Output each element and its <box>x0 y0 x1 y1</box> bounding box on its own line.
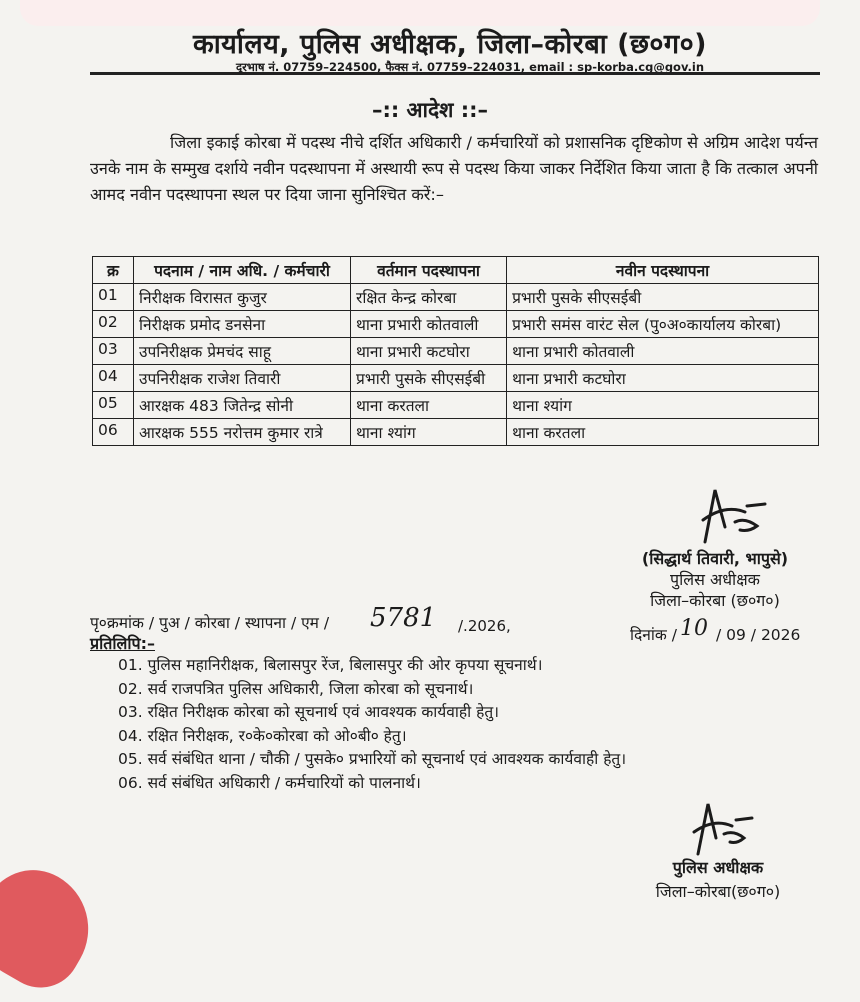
office-contact: दूरभाष नं. 07759–224500, फैक्स नं. 07759–224031, email : sp-korba.cg@gov.in <box>235 60 705 74</box>
signature-scribble-bottom <box>680 798 760 860</box>
signature-scribble <box>685 482 775 552</box>
order-heading: –:: आदेश ::– <box>371 98 489 122</box>
table-row <box>93 392 819 419</box>
list-item: 01. पुलिस महानिरीक्षक, बिलासपुर रेंज, बिलासपुर की ओर कृपया सूचनार्थ। <box>118 656 543 674</box>
col-name: पदनाम / नाम अधि. / कर्मचारी <box>134 257 351 284</box>
table-row <box>93 419 819 446</box>
signatory-designation: पुलिस अधीक्षक <box>670 570 760 589</box>
copy-list <box>118 654 626 796</box>
fingertip-blob <box>0 852 110 1002</box>
signatory-district: जिला–कोरबा (छ०ग०) <box>650 591 780 610</box>
order-intro: जिला इकाई कोरबा में पदस्थ नीचे दर्शित अधिकारी / कर्मचारियों को प्रशासनिक दृष्टिकोण से अग्रिम आदेश पर्यन्त उनके नाम के सम्मुख दर्शाये नवीन पदस्थापना में अस्थायी रूप से पदस्थ किया जाकर निर्देशित किया जाता है कि तत्काल अपनी आमद नवीन पदस्थापना स्थल पर दिया जाना सुनिश्चित करें:– <box>90 133 818 204</box>
cell-serial: 02 <box>93 311 134 338</box>
col-new-posting: नवीन पदस्थापना <box>507 257 819 284</box>
cell-current: रक्षित केन्द्र कोरबा <box>351 284 507 311</box>
cell-new: थाना प्रभारी कटघोरा <box>507 365 819 392</box>
cell-name: उपनिरीक्षक प्रेमचंद साहू <box>134 338 351 365</box>
cell-current: थाना प्रभारी कटघोरा <box>351 338 507 365</box>
date-label: दिनांक / <box>630 626 677 644</box>
cell-serial: 01 <box>93 284 134 311</box>
bottom-designation: पुलिस अधीक्षक <box>672 858 764 877</box>
office-title: कार्यालय, पुलिस अधीक्षक, जिला–कोरबा (छ०ग०) <box>192 29 708 60</box>
list-item: 06. सर्व संबंधित अधिकारी / कर्मचारियों को पालनार्थ। <box>118 773 421 792</box>
cell-name: आरक्षक 555 नरोत्तम कुमार रात्रे <box>134 419 351 446</box>
cell-name: आरक्षक 483 जितेन्द्र सोनी <box>134 392 351 419</box>
list-item: 02. सर्व राजपत्रित पुलिस अधिकारी, जिला कोरबा को सूचनार्थ। <box>118 679 474 698</box>
cell-serial: 04 <box>93 365 134 392</box>
col-current-posting: वर्तमान पदस्थापना <box>351 257 507 284</box>
signature-block <box>600 548 830 611</box>
col-serial: क्र <box>93 257 134 284</box>
table-row <box>93 311 819 338</box>
cell-current: प्रभारी पुसके सीएसईबी <box>351 365 507 392</box>
cell-new: थाना करतला <box>507 419 819 446</box>
cell-current: थाना श्यांग <box>351 419 507 446</box>
table-row <box>93 365 819 392</box>
cell-serial: 06 <box>93 419 134 446</box>
cell-name: निरीक्षक प्रमोद डनसेना <box>134 311 351 338</box>
cell-serial: 05 <box>93 392 134 419</box>
table-header-row <box>93 257 819 284</box>
reference-prefix: पृ०क्रमांक / पुअ / कोरबा / स्थापना / एम / <box>90 614 330 632</box>
bottom-signature-block <box>618 856 818 904</box>
cell-name: निरीक्षक विरासत कुजुर <box>134 284 351 311</box>
cell-current: थाना करतला <box>351 392 507 419</box>
date-rest: / 09 / 2026 <box>716 626 801 644</box>
header-divider <box>90 72 820 75</box>
cell-current: थाना प्रभारी कोतवाली <box>351 311 507 338</box>
cell-new: प्रभारी पुसके सीएसईबी <box>507 284 819 311</box>
list-item: 04. रक्षित निरीक्षक, र०के०कोरबा को ओ०बी० हेतु। <box>118 726 407 745</box>
signatory-name: (सिद्धार्थ तिवारी, भापुसे) <box>641 549 789 568</box>
cell-serial: 03 <box>93 338 134 365</box>
reference-year: /.2026, <box>458 617 511 635</box>
list-item: 05. सर्व संबंधित थाना / चौकी / पुसके० प्रभारियों को सूचनार्थ एवं आवश्यक कार्यवाही हेतु। <box>118 750 627 769</box>
cell-new: प्रभारी समंस वारंट सेल (पु०अ०कार्यालय कोरबा) <box>507 311 819 338</box>
cell-new: थाना श्यांग <box>507 392 819 419</box>
cell-name: उपनिरीक्षक राजेश तिवारी <box>134 365 351 392</box>
bottom-district: जिला–कोरबा(छ०ग०) <box>655 882 781 901</box>
cell-new: थाना प्रभारी कोतवाली <box>507 338 819 365</box>
list-item: 03. रक्षित निरीक्षक कोरबा को सूचनार्थ एवं आवश्यक कार्यवाही हेतु। <box>118 703 500 722</box>
reference-number: 5781 <box>370 603 437 633</box>
transfer-table <box>92 256 819 446</box>
copy-label: प्रतिलिपि:– <box>90 634 155 653</box>
table-row <box>93 284 819 311</box>
date-day: 10 <box>680 616 708 641</box>
table-row <box>93 338 819 365</box>
